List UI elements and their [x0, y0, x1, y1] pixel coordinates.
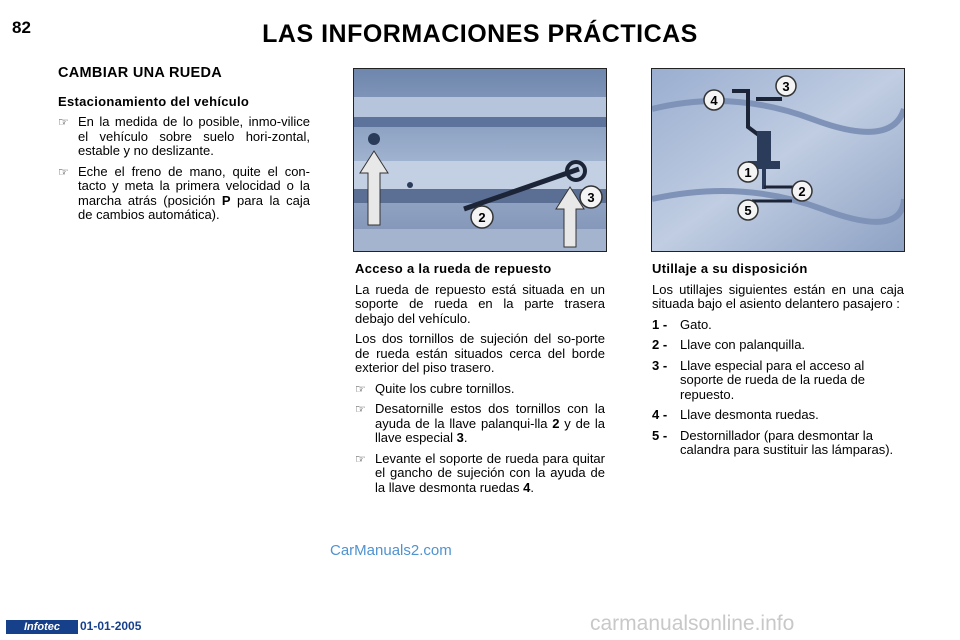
- footer-date: 01-01-2005: [80, 619, 142, 633]
- hand-pointer-icon: ☞: [355, 381, 366, 396]
- hand-pointer-icon: ☞: [355, 402, 366, 416]
- page-title: LAS INFORMACIONES PRÁCTICAS: [262, 20, 698, 48]
- parking-bullet-2-text: Eche el freno de mano, quite el con-tacto y meta la primera velocidad o la marcha atrás (posición P para la caja de cambios automática).: [78, 163, 310, 222]
- hand-pointer-icon: ☞: [58, 115, 69, 129]
- photo2-label-5: 5: [744, 203, 752, 218]
- parking-bullet-2: [58, 165, 310, 223]
- spare-wheel-column: [355, 262, 605, 501]
- spare-paragraph-2: Los dos tornillos de sujeción del so-porte de rueda están situados cerca del borde exterior del piso trasero.: [355, 331, 605, 375]
- footer-site-watermark: carmanualsonline.info: [590, 612, 795, 635]
- page-number: 82: [12, 18, 31, 37]
- tools-intro: Los utillajes siguientes están en una caja situada bajo el asiento delantero pasajero :: [652, 281, 904, 311]
- watermark-link[interactable]: CarManuals2.com: [330, 542, 452, 559]
- tool-item: 4 - Llave desmonta ruedas.: [652, 407, 819, 422]
- spare-bullet-1: [355, 382, 605, 397]
- spare-wheel-access-photo: [353, 68, 607, 252]
- parking-column: [58, 66, 310, 229]
- photo2-label-3: 3: [782, 79, 790, 94]
- tool-item: 3 - Llave especial para el acceso al soporte de rueda de la rueda de repuesto.: [652, 357, 866, 402]
- spare-bullet-2: [355, 402, 605, 446]
- spare-title: Acceso a la rueda de repuesto: [355, 261, 552, 276]
- spare-paragraph-1: La rueda de repuesto está situada en un soporte de rueda en la parte trasera debajo del vehículo.: [355, 281, 605, 326]
- spare-bullet-2-text: Desatornille estos dos tornillos con la ayuda de la llave palanqui-lla 2 y de la llave especial 3.: [375, 401, 605, 445]
- tools-photo: [651, 68, 905, 252]
- footer-brand-logo: Infotec: [6, 620, 78, 634]
- tools-column: [652, 262, 904, 464]
- hand-pointer-icon: ☞: [58, 164, 69, 179]
- spare-bullet-1-text: Quite los cubre tornillos.: [375, 380, 515, 396]
- hand-pointer-icon: ☞: [355, 451, 366, 466]
- tools-title: Utillaje a su disposición: [652, 261, 808, 276]
- spare-wheel-access-illustration: [354, 69, 606, 251]
- photo1-label-2: 2: [478, 210, 486, 225]
- spare-bullet-3: [355, 452, 605, 496]
- tool-item: 5 - Destornillador (para desmontar la calandra para sustituir las lámparas).: [652, 427, 894, 457]
- tool-item: 2 - Llave con palanquilla.: [652, 337, 806, 352]
- photo2-label-2: 2: [798, 184, 806, 199]
- photo2-label-4: 4: [710, 93, 718, 108]
- spare-bullet-3-text: Levante el soporte de rueda para quitar el gancho de sujeción con la ayuda de la llave desmonta ruedas 4.: [375, 450, 605, 495]
- parking-bullet-1-text: En la medida de lo posible, inmo-vilice el vehículo sobre suelo hori-zontal, estable y no deslizante.: [78, 114, 310, 158]
- section-title: CAMBIAR UNA RUEDA: [58, 65, 223, 81]
- parking-title: Estacionamiento del vehículo: [58, 93, 250, 109]
- parking-bullet-1: [58, 115, 310, 159]
- photo1-label-3: 3: [587, 190, 595, 205]
- tools-illustration: [652, 69, 904, 251]
- tool-item: 1 - Gato.: [652, 316, 712, 332]
- photo2-label-1: 1: [744, 165, 752, 180]
